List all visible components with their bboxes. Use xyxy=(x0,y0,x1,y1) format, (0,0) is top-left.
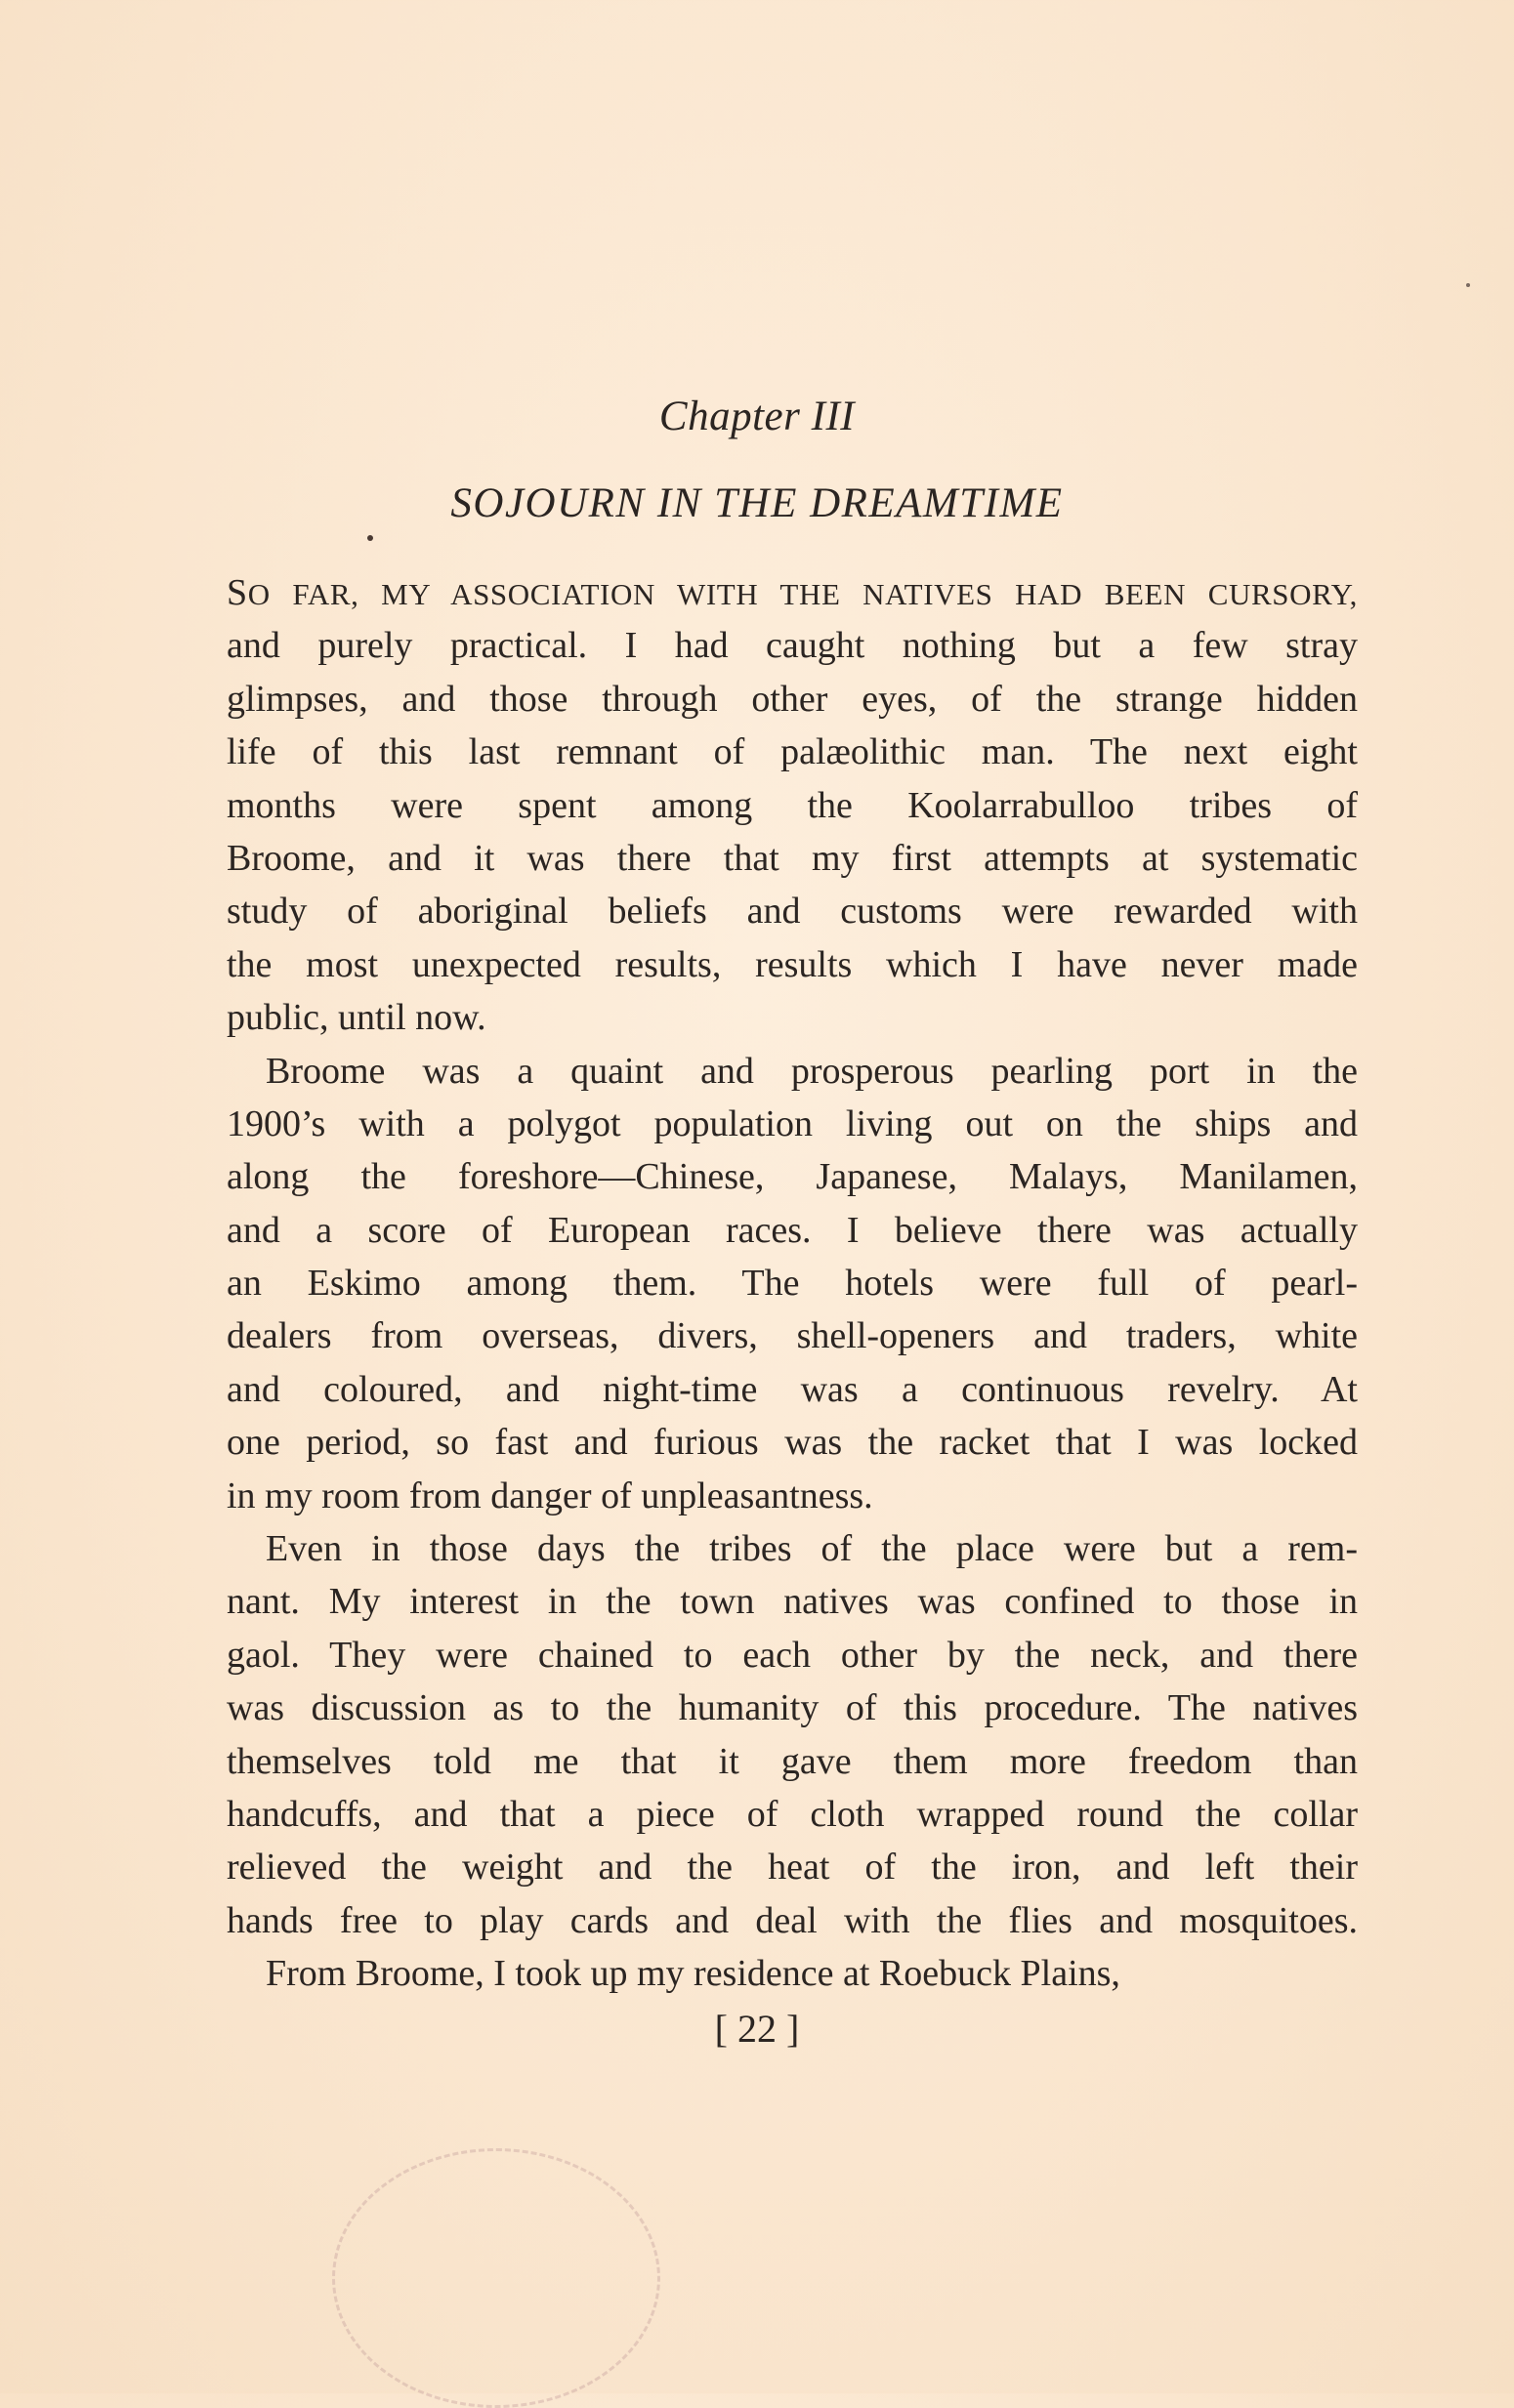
text-line-4: life of this last remnant of palæolithic man. The next eight xyxy=(227,731,1358,773)
chapter-label: Chapter III xyxy=(658,394,856,439)
text-line-24: handcuffs, and that a piece of cloth wrapped round the collar xyxy=(227,1793,1358,1835)
text-line-18: in my room from danger of unpleasantness. xyxy=(227,1474,873,1516)
text-line-9: public, until now. xyxy=(227,997,486,1039)
text-line-10: Broome was a quaint and prosperous pearling port in the xyxy=(266,1050,1358,1092)
text-line-20: nant. My interest in the town natives was confined to those in xyxy=(227,1581,1358,1623)
text-line-8: the most unexpected results, results which I have never made xyxy=(227,943,1358,985)
page-number: [ 22 ] xyxy=(714,2007,800,2051)
text-line-23: themselves told me that it gave them more freedom than xyxy=(227,1740,1358,1782)
text-line-25: relieved the weight and the heat of the iron, and left their xyxy=(227,1847,1358,1889)
ink-speck xyxy=(1466,283,1470,287)
text-line-17: one period, so fast and furious was the racket that I was locked xyxy=(227,1422,1358,1464)
text-line-22: was discussion as to the humanity of this procedure. The natives xyxy=(227,1687,1358,1729)
text-line-14: an Eskimo among them. The hotels were full of pearl- xyxy=(227,1263,1358,1305)
text-line-27: From Broome, I took up my residence at Roebuck Plains, xyxy=(266,1953,1120,1995)
text-line-12: along the foreshore—Chinese, Japanese, Malays, Manilamen, xyxy=(227,1156,1358,1198)
text-line-5: months were spent among the Koolarrabulloo tribes of xyxy=(227,784,1358,826)
text-line-3: glimpses, and those through other eyes, of the strange hidden xyxy=(227,678,1358,720)
text-line-16: and coloured, and night-time was a continuous revelry. At xyxy=(227,1368,1358,1410)
text-line-2: and purely practical. I had caught nothing but a few stray xyxy=(227,625,1358,667)
text-line-26: hands free to play cards and deal with the flies and mosquitoes. xyxy=(227,1899,1358,1941)
text-line-15: dealers from overseas, divers, shell-openers and traders, white xyxy=(227,1315,1358,1357)
text-line-13: and a score of European races. I believe there was actually xyxy=(227,1209,1358,1251)
text-line-1: SO FAR, MY ASSOCIATION WITH THE NATIVES HAD BEEN CURSORY, xyxy=(227,572,1358,613)
chapter-title: SOJOURN IN THE DREAMTIME xyxy=(450,480,1064,526)
ink-speck xyxy=(367,535,373,541)
text-line-7: study of aboriginal beliefs and customs were rewarded with xyxy=(227,891,1358,933)
text-line-19: Even in those days the tribes of the place were but a rem- xyxy=(266,1528,1358,1570)
text-line-11: 1900’s with a polygot population living out on the ships and xyxy=(227,1102,1358,1144)
faded-library-stamp xyxy=(332,2148,660,2408)
body-text xyxy=(227,566,1358,2001)
text-line-21: gaol. They were chained to each other by the neck, and there xyxy=(227,1634,1358,1676)
text-line-6: Broome, and it was there that my first attempts at systematic xyxy=(227,837,1358,879)
